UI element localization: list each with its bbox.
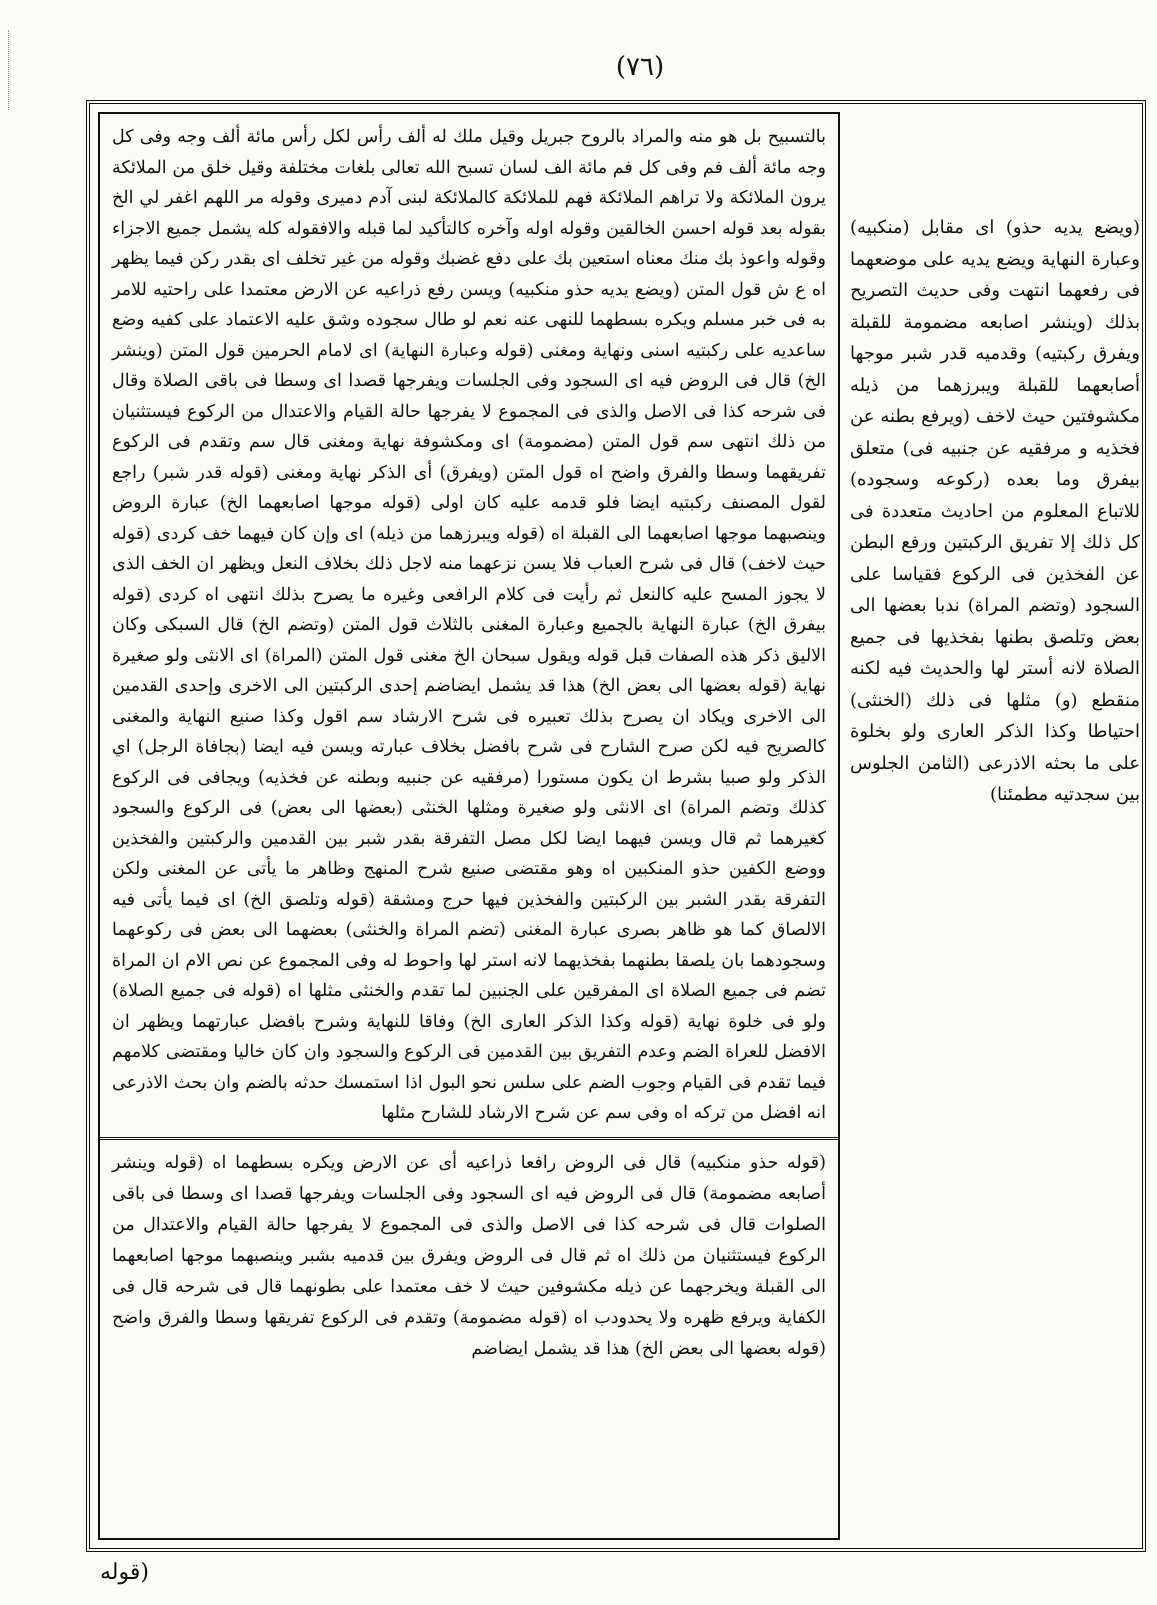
footnote-divider	[100, 1137, 838, 1140]
catchword: (قوله	[100, 1560, 149, 1585]
main-text-column	[850, 212, 1140, 1332]
commentary-column	[98, 112, 840, 1540]
footnote-text: (قوله حذو منكبيه) قال فى الروض رافعا ذراعيه أى عن الارض ويكره بسطهما اه (قوله وينشر أصابعه مضمومة) قال فى الروض فيه اى السجود وفى الجلسات ويفرجها قصدا اى وسطا فى باقى الصلوات قال فى شرحه كذا فى الاصل والذى فى المجموع لا يفرجها حالة القيام والاعتدال من الركوع فيستثنيان من ذلك اه ثم قال فى الروض ويفرق بين قدميه بشبر وينصبهما موجها اصابعهما الى القبلة ويخرجهما عن ذيله مكشوفين حيث لا خف معتمدا على بطونهما قال فى شرحه قال فى الكفاية ويرفع ظهره ولا يحدودب اه (قوله مضمومة) وتقدم فى الركوع تفريقها وسطا والفرق واضح (قوله بعضها الى بعض الخ) هذا قد يشمل ايضاضم	[112, 1152, 826, 1359]
main-text: (ويضع يديه حذو) اى مقابل (منكبيه) وعبارة النهاية ويضع يديه على موضعهما فى رفعهما انتهت وفى حديث التصريح بذلك (وينشر اصابعه مضمومة للقبلة ويفرق ركبتيه) وقدميه قدر شبر موجها أصابعهما للقبلة ويبرزهما من ذيله مكشوفتين حيث لاخف (ويرفع بطنه عن فخذيه و مرفقيه عن جنبيه فى) متعلق بيفرق وما بعده (ركوعه وسجوده) للاتباع المعلوم من احاديث متعددة فى كل ذلك إلا تفريق الركبتين ورفع البطن عن الفخذين فى الركوع فقياسا على السجود (وتضم المراة) ندبا بعضها الى بعض وتلصق بطنها بفخذيها فى جميع الصلاة لانه أستر لها والحديث فيه لكنه منقطع (و) مثلها فى ذلك (الخنثى) احتياطا وكذا الذكر العارى ولو بخلوة على ما بحثه الاذرعى (الثامن الجلوس بين سجدتيه مطمئنا)	[850, 217, 1140, 805]
margin-mark	[8, 30, 11, 110]
commentary-text: بالتسبيح بل هو منه والمراد بالروح جبريل وقيل ملك له ألف رأس لكل رأس مائة ألف وجه وفى كل وجه مائة ألف فم وفى كل فم مائة الف لسان تسبح الله تعالى بلغات مختلفة وقيل خلق من الملائكة يرون الملائكة ولا تراهم الملائكة فهم للملائكة كالملائكة لبنى آدم دميرى وقوله مر اللهم اغفر لي الخ بقوله بعد قوله احسن الخالقين وقوله اوله وآخره كالتأكيد لما قبله والافقوله كله يشمل جميع الاجزاء وقوله واعوذ بك منك معناه استعين بك على دفع غضبك وقوله من غير تخلف اى بقدر ركن فيما يظهر اه ع ش قول المتن (ويضع يديه حذو منكبيه) ويسن رفع ذراعيه عن الارض معتمدا على راحتيه للامر به فى خبر مسلم ويكره بسطهما للنهى عنه نعم لو طال سجوده وشق عليه الاعتماد على كفيه وضع ساعديه على ركبتيه اسنى ونهاية ومغنى (قوله وعبارة النهاية) اى لامام الحرمين قول المتن (وينشر الخ) قال فى الروض فيه اى السجود وفى الجلسات ويفرجها قصدا اى وسطا فى باقى الصلاة وقال فى شرحه كذا فى الاصل والذى فى المجموع لا يفرجها حالة القيام والاعتدال من الركوع فيستثنيان من ذلك انتهى سم قول المتن (مضمومة) اى ومكشوفة نهاية ومغنى قال سم وتقدم فى الركوع تفريقهما وسطا والفرق واضح اه قول المتن (ويفرق) أى الذكر نهاية ومغنى (قوله قدر شبر) راجع لقول المصنف ركبتيه ايضا فلو قدمه عليه كان اولى (قوله موجها اصابعهما الخ) عبارة الروض وينصبهما موجها اصابعهما الى القبلة اه (قوله ويبرزهما من ذيله) اى وإن كان فيهما خف كردى (قوله حيث لاخف) قال فى شرح العباب فلا يسن نزعهما منه لاجل ذلك بخلاف النعل ويظهر ان الخف الذى لا يجوز المسح عليه كالنعل ثم رأيت فى كلام الرافعى وغيره ما يصرح بذلك انتهى اه كردى (قوله بيفرق الخ) عبارة النهاية بالجميع وعبارة المغنى بالثلاث قول المتن (وتضم الخ) قال السبكى وكان الاليق ذكر هذه الصفات قبل قوله ويقول سبحان الخ مغنى قول المتن (المراة) اى الانثى ولو صغيرة نهاية (قوله بعضها الى بعض الخ) هذا قد يشمل ايضاضم إحدى الركبتين الى الاخرى وإحدى القدمين الى الاخرى ويكاد ان يصرح بذلك تعبيره فى شرح الارشاد سم اقول وكذا صنيع النهاية والمغنى كالصريح فيه لكن صرح الشارح فى شرح بافضل بخلاف عبارته ويسن فيه ايضا (بجافاة الرجل) اي الذكر ولو صبيا بشرط ان يكون مستورا (مرفقيه عن جنبيه وبطنه عن فخذيه) ويجافى فى الركوع كذلك وتضم المراة) اى الانثى ولو صغيرة ومثلها الخنثى (بعضها الى بعض) فى الركوع والسجود كغيرهما ثم قال ويسن فيهما ايضا لكل مصل التفرقة بقدر شبر بين القدمين والركبتين والفخذين ووضع الكفين حذو المنكبين اه وهو مقتضى صنيع شرح المنهج وظاهر ما يأتى عن المغنى ولكن التفرقة بقدر الشبر بين الركبتين والفخذين فيها حرج ومشقة (قوله وتلصق الخ) اى فيما يأتى فيه الالصاق كما هو ظاهر بصرى عبارة المغنى (تضم المراة والخنثى) بعضهما الى بعض فى ركوعهما وسجودهما بان يلصقا بطنهما بفخذيهما لانه استر لها واحوط له وفى المجموع عن نص الام ان المراة تضم فى جميع الصلاة اى المفرقين على الجنبين لما تقدم والخنثى مثلها اه (قوله فى جميع الصلاة) ولو فى خلوة نهاية (قوله وكذا الذكر العارى الخ) وفاقا للنهاية وشرح بافضل عبارتهما ويظهر ان الافضل للعراة الضم وعدم التفريق بين القدمين فى الركوع والسجود وان كان خاليا ومقتضى كلامهم فيما تقدم فى القيام وجوب الضم على سلس نحو البول اذا استمسك حدثه بالضم وان بحث الاذرعى انه افضل من تركه اه وفى سم عن شرح الارشاد للشارح مثلها	[112, 127, 826, 1123]
page-number: (٧٦)	[615, 52, 665, 82]
